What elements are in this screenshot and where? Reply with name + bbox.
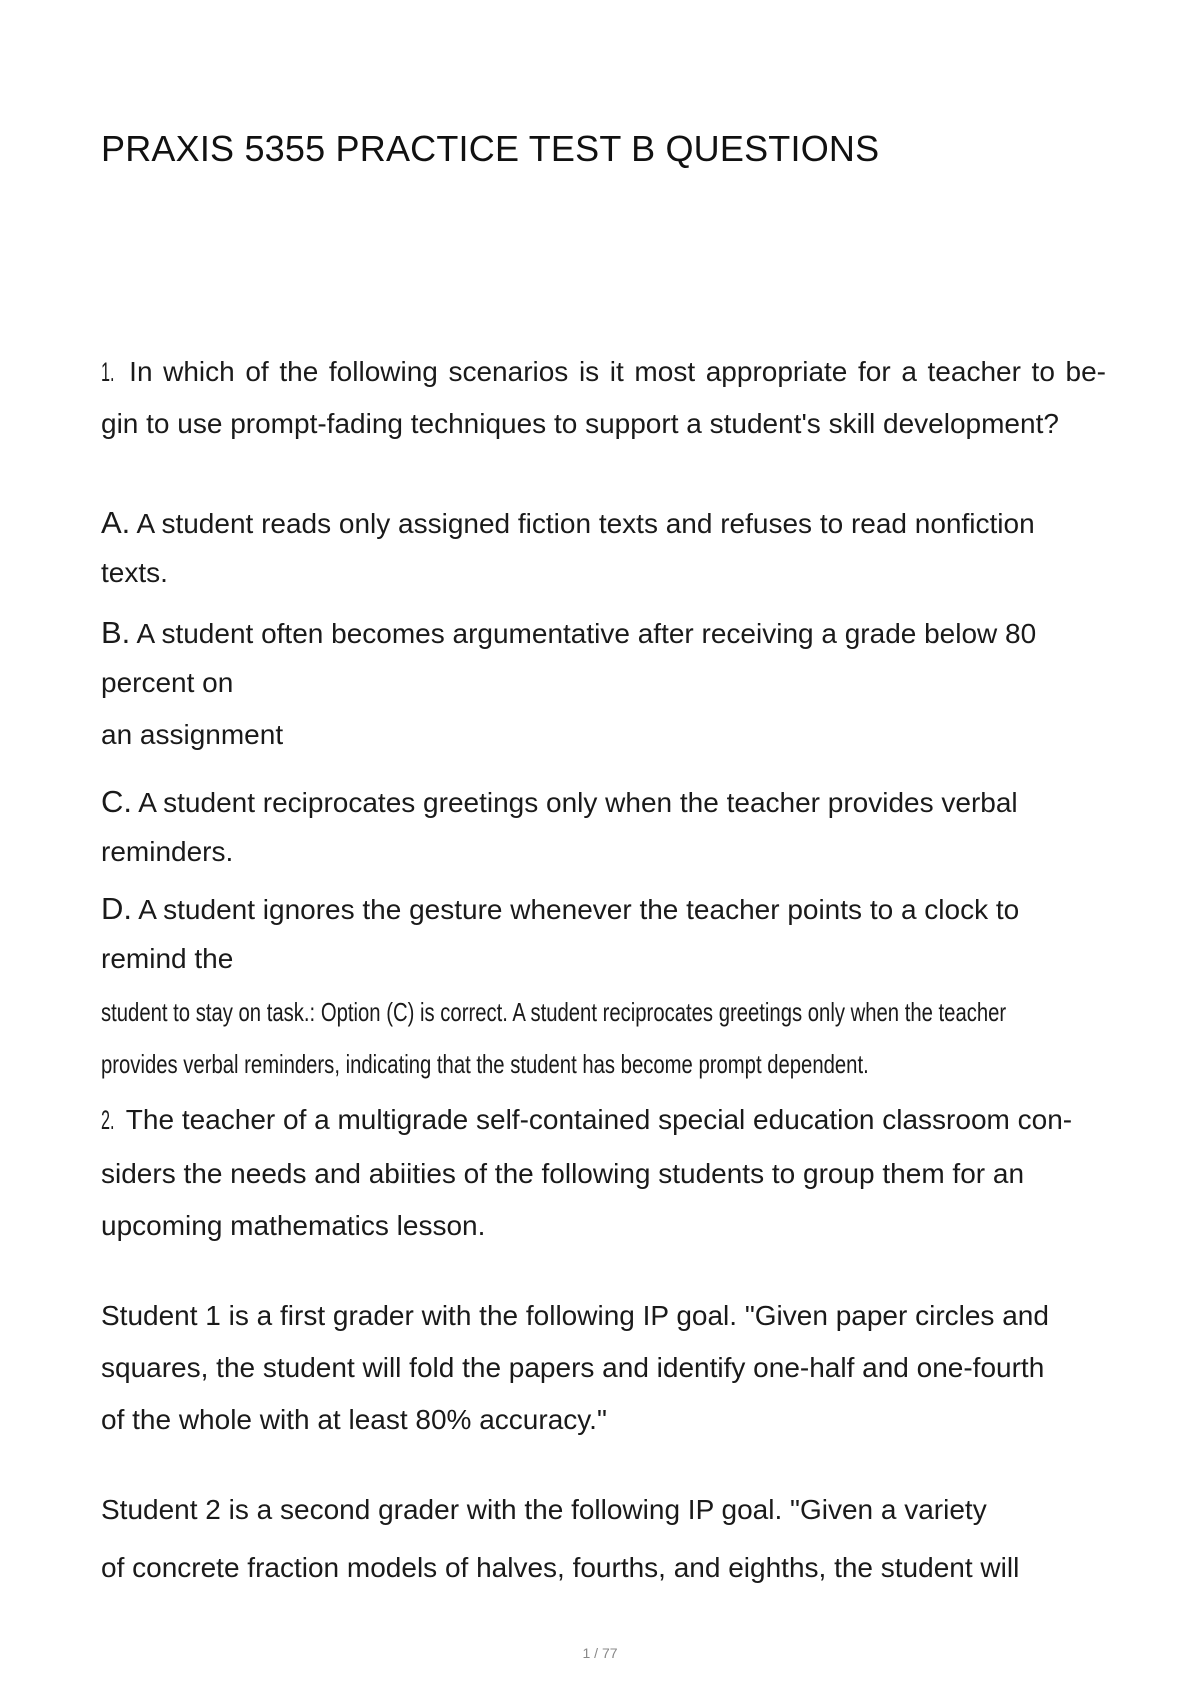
option-d-line-1: D. A student ignores the gesture whenever the teacher points to a clock to: [101, 891, 1020, 926]
option-c-line-2: reminders.: [101, 836, 234, 867]
question-2-number: 2.: [101, 1105, 115, 1135]
answer-explanation-line-2: provides verbal reminders, indicating that the student has become prompt dependent.: [101, 1049, 869, 1079]
page-title: PRAXIS 5355 PRACTICE TEST B QUESTIONS: [101, 128, 880, 169]
option-d-letter: D.: [101, 891, 132, 926]
question-2-line-3: upcoming mathematics lesson.: [101, 1210, 486, 1241]
student-1-line-3: of the whole with at least 80% accuracy.": [101, 1404, 607, 1435]
student-1-line-1: Student 1 is a first grader with the following IP goal. "Given paper circles and: [101, 1300, 1049, 1331]
option-c-letter: C.: [101, 784, 132, 819]
option-b-line-3: an assignment: [101, 719, 284, 750]
answer-explanation-line-1: student to stay on task.: Option (C) is correct. A student reciprocates greetings only when the teacher: [101, 997, 1007, 1027]
question-1-line-2: gin to use prompt-fading techniques to support a student's skill development?: [101, 408, 1059, 439]
option-b-line-1: B. A student often becomes argumentative after receiving a grade below 80: [101, 615, 1037, 650]
student-2-line-1: Student 2 is a second grader with the following IP goal. "Given a variety: [101, 1494, 987, 1525]
question-2-line-1: 2. The teacher of a multigrade self-contained special education classroom con-: [101, 1104, 1073, 1135]
page-indicator: 1 / 77: [582, 1645, 618, 1661]
question-2-line-2: siders the needs and abiities of the following students to group them for an: [101, 1158, 1025, 1189]
question-1-number: 1.: [101, 357, 115, 387]
option-a-line-1: A. A student reads only assigned fiction texts and refuses to read nonfiction: [101, 505, 1035, 540]
question-1-line-1: 1. In which of the following scenarios is it most appropriate for a teacher to be-: [101, 356, 1106, 387]
option-a-line-2: texts.: [101, 557, 168, 588]
option-b-letter: B.: [101, 615, 131, 650]
option-d-line-2: remind the: [101, 943, 234, 974]
student-1-line-2: squares, the student will fold the papers and identify one-half and one-fourth: [101, 1352, 1045, 1383]
option-c-line-1: C. A student reciprocates greetings only when the teacher provides verbal: [101, 784, 1018, 819]
student-2-line-2: of concrete fraction models of halves, fourths, and eighths, the student will: [101, 1552, 1020, 1583]
option-a-letter: A.: [101, 505, 131, 540]
option-b-line-2: percent on: [101, 667, 234, 698]
